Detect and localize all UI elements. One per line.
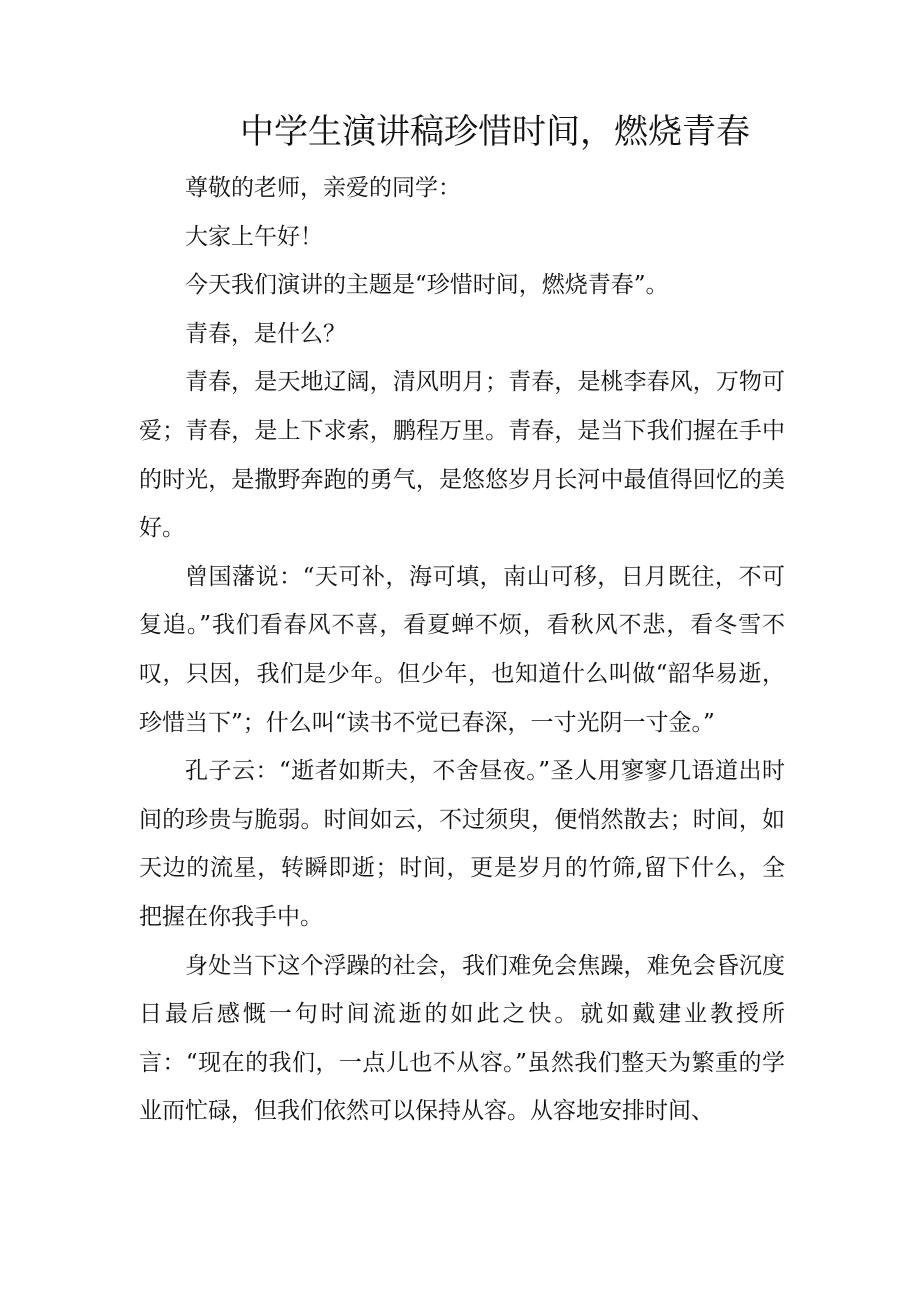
document-body	[139, 164, 785, 1136]
paragraph-youth: 青春，是天地辽阔，清风明月；青春，是桃李春风，万物可爱；青春，是上下求索，鹏程万里。青春，是当下我们握在手中的时光，是撒野奔跑的勇气，是悠悠岁月长河中最值得回忆的美好。	[139, 369, 785, 542]
paragraph-good-morning: 大家上午好！	[185, 223, 323, 250]
paragraph-zeng-guofan: 曾国藩说：“天可补，海可填，南山可移，日月既往，不可复追。”我们看春风不喜，看夏蝉不烦，看秋风不悲，看冬雪不叹，只因，我们是少年。但少年，也知道什么叫做“韶华易逝，珍惜当下”；什么叫“读书不觉已春深，一寸光阴一寸金。”	[139, 563, 785, 736]
paragraph-question: 青春，是什么？	[185, 320, 346, 347]
paragraph-society: 身处当下这个浮躁的社会，我们难免会焦躁，难免会昏沉度日最后感慨一句时间流逝的如此之快。就如戴建业教授所言：“现在的我们，一点儿也不从容。”虽然我们整天为繁重的学业而忙碌，但我们依然可以保持从容。从容地安排时间、	[139, 952, 785, 1125]
paragraph-topic: 今天我们演讲的主题是“珍惜时间，燃烧青春”。	[185, 272, 669, 299]
paragraph-confucius: 孔子云：“逝者如斯夫，不舍昼夜。”圣人用寥寥几语道出时间的珍贵与脆弱。时间如云，不过须臾，便悄然散去；时间，如天边的流星，转瞬即逝；时间，更是岁月的竹筛,留下什么，全把握在你我手中。	[139, 758, 785, 930]
document-title: 中学生演讲稿珍惜时间，燃烧青春	[240, 112, 750, 152]
paragraph-greeting: 尊敬的老师，亲爱的同学：	[185, 175, 461, 201]
